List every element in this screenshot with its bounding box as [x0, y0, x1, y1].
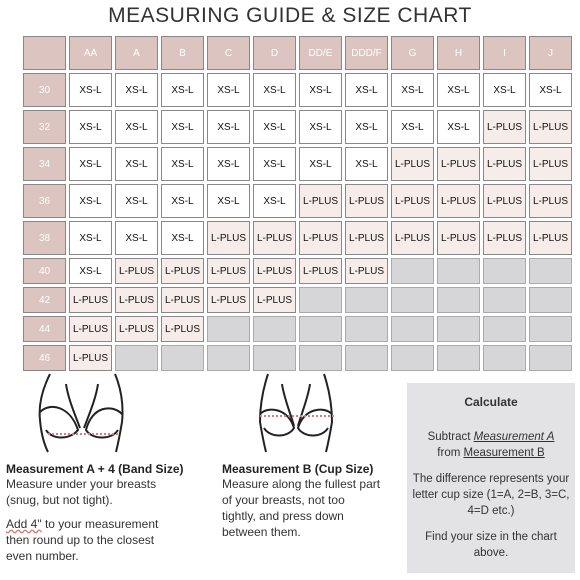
- calculate-body: [411, 429, 571, 571]
- size-cell: [161, 345, 204, 371]
- size-cell: L-PLUS: [483, 147, 526, 181]
- size-cell: L-PLUS: [115, 258, 158, 284]
- add-four-rest: to your measurement: [41, 517, 159, 531]
- size-cell: XS-L: [161, 147, 204, 181]
- size-cell: [437, 258, 480, 284]
- measurement-a-line4: then round up to the closest: [6, 533, 155, 547]
- size-cell: XS-L: [115, 110, 158, 144]
- size-cell: XS-L: [299, 110, 342, 144]
- calculate-difference: The difference represents your letter cup size (1=A, 2=B, 3=C, 4=D etc.): [412, 473, 570, 517]
- size-cell: L-PLUS: [161, 316, 204, 342]
- measurement-b-line4: between them.: [222, 525, 301, 539]
- size-cell: XS-L: [207, 184, 250, 218]
- size-cell: XS-L: [115, 147, 158, 181]
- size-cell: L-PLUS: [69, 287, 112, 313]
- band-row: [23, 316, 572, 342]
- size-cell: L-PLUS: [345, 221, 388, 255]
- calculate-box: [407, 383, 575, 573]
- size-cell: [345, 316, 388, 342]
- size-cell: XS-L: [529, 73, 572, 107]
- size-cell: XS-L: [299, 147, 342, 181]
- size-cell: [437, 316, 480, 342]
- size-cell: L-PLUS: [207, 287, 250, 313]
- band-row: [23, 110, 572, 144]
- band-size-cell: 42: [23, 287, 66, 313]
- size-cell: L-PLUS: [391, 184, 434, 218]
- size-cell: [529, 345, 572, 371]
- size-cell: [299, 316, 342, 342]
- measurement-b-block: [222, 462, 407, 540]
- size-cell: XS-L: [253, 184, 296, 218]
- measurement-a-line5: even number.: [6, 549, 79, 563]
- band-size-cell: 32: [23, 110, 66, 144]
- size-cell: L-PLUS: [69, 316, 112, 342]
- size-cell: L-PLUS: [115, 316, 158, 342]
- size-cell: [207, 345, 250, 371]
- page-title: MEASURING GUIDE & SIZE CHART: [108, 4, 472, 27]
- size-cell: L-PLUS: [391, 147, 434, 181]
- band-size-cell: 36: [23, 184, 66, 218]
- size-cell: XS-L: [69, 221, 112, 255]
- size-cell: XS-L: [161, 73, 204, 107]
- cup-header-cell: B: [161, 36, 204, 70]
- band-row: [23, 184, 572, 218]
- size-cell: XS-L: [437, 73, 480, 107]
- size-cell: [529, 258, 572, 284]
- measurement-b-line1: Measure along the fullest part: [222, 477, 381, 491]
- size-cell: L-PLUS: [529, 147, 572, 181]
- size-cell: XS-L: [253, 147, 296, 181]
- band-size-cell: 30: [23, 73, 66, 107]
- measurement-a-line1: Measure under your breasts: [6, 477, 157, 491]
- size-cell: [529, 287, 572, 313]
- measurement-b-ref: Measurement B: [463, 447, 545, 459]
- size-cell: XS-L: [69, 73, 112, 107]
- size-cell: [253, 316, 296, 342]
- cup-header-cell: DD/E: [299, 36, 342, 70]
- size-cell: L-PLUS: [253, 258, 296, 284]
- size-cell: L-PLUS: [529, 110, 572, 144]
- size-cell: L-PLUS: [483, 221, 526, 255]
- size-cell: [391, 287, 434, 313]
- measurement-a-heading: Measurement A + 4 (Band Size): [6, 462, 184, 476]
- size-cell: XS-L: [115, 221, 158, 255]
- size-cell: [299, 345, 342, 371]
- band-row: [23, 73, 572, 107]
- measurement-b-line3: tightly, and press down: [222, 509, 344, 523]
- cup-header-cell: DDD/F: [345, 36, 388, 70]
- calculate-title: Calculate: [464, 395, 518, 409]
- calculate-find: Find your size in the chart above.: [425, 531, 557, 559]
- size-cell: XS-L: [115, 184, 158, 218]
- size-cell: [345, 345, 388, 371]
- size-cell: L-PLUS: [115, 287, 158, 313]
- size-cell: XS-L: [253, 110, 296, 144]
- size-cell: XS-L: [161, 184, 204, 218]
- size-cell: XS-L: [299, 73, 342, 107]
- measurement-a-add-line: [6, 516, 206, 532]
- size-cell: L-PLUS: [437, 184, 480, 218]
- size-cell: XS-L: [161, 110, 204, 144]
- band-size-cell: 38: [23, 221, 66, 255]
- cup-header-cell: I: [483, 36, 526, 70]
- size-cell: XS-L: [69, 110, 112, 144]
- band-size-cell: 44: [23, 316, 66, 342]
- cup-header-cell: AA: [69, 36, 112, 70]
- size-cell: L-PLUS: [207, 221, 250, 255]
- cup-header-cell: D: [253, 36, 296, 70]
- size-cell: [115, 345, 158, 371]
- subtract-label: Subtract: [427, 431, 471, 443]
- cup-header-cell: G: [391, 36, 434, 70]
- size-cell: L-PLUS: [483, 184, 526, 218]
- cup-header-cell: H: [437, 36, 480, 70]
- size-cell: L-PLUS: [69, 345, 112, 371]
- size-cell: XS-L: [161, 221, 204, 255]
- band-row: [23, 221, 572, 255]
- band-size-cell: 46: [23, 345, 66, 371]
- cup-header-cell: A: [115, 36, 158, 70]
- size-cell: L-PLUS: [253, 221, 296, 255]
- size-cell: XS-L: [345, 147, 388, 181]
- size-cell: XS-L: [69, 258, 112, 284]
- size-cell: L-PLUS: [345, 258, 388, 284]
- band-row: [23, 258, 572, 284]
- calculate-subtract-line: [411, 429, 571, 461]
- size-cell: L-PLUS: [345, 184, 388, 218]
- size-cell: [483, 258, 526, 284]
- cup-header-row: [23, 36, 572, 70]
- band-row: [23, 287, 572, 313]
- measurement-a-block: [6, 462, 206, 564]
- size-cell: L-PLUS: [437, 147, 480, 181]
- size-cell: XS-L: [483, 73, 526, 107]
- size-cell: XS-L: [69, 184, 112, 218]
- size-cell: XS-L: [207, 147, 250, 181]
- size-cell: XS-L: [345, 110, 388, 144]
- size-cell: [299, 287, 342, 313]
- size-cell: L-PLUS: [161, 258, 204, 284]
- size-cell: [345, 287, 388, 313]
- size-cell: XS-L: [437, 110, 480, 144]
- cup-header-cell: J: [529, 36, 572, 70]
- measurement-b-line2: of your breasts, not too: [222, 493, 345, 507]
- measurement-b-heading: Measurement B (Cup Size): [222, 462, 374, 476]
- size-cell: L-PLUS: [483, 110, 526, 144]
- size-cell: XS-L: [391, 110, 434, 144]
- band-size-cell: 34: [23, 147, 66, 181]
- size-cell: [483, 287, 526, 313]
- band-row: [23, 345, 572, 371]
- size-cell: [529, 316, 572, 342]
- size-cell: L-PLUS: [299, 258, 342, 284]
- size-cell: [437, 345, 480, 371]
- size-cell: [391, 258, 434, 284]
- size-cell: L-PLUS: [161, 287, 204, 313]
- size-cell: L-PLUS: [207, 258, 250, 284]
- size-cell: L-PLUS: [437, 221, 480, 255]
- chart-corner-cell: [23, 36, 66, 70]
- size-cell: [207, 316, 250, 342]
- size-cell: XS-L: [391, 73, 434, 107]
- measurement-a-ref: Measurement A: [473, 431, 555, 443]
- size-cell: [437, 287, 480, 313]
- size-cell: L-PLUS: [253, 287, 296, 313]
- measurement-a-line2: (snug, but not tight).: [6, 493, 113, 507]
- size-cell: [483, 316, 526, 342]
- size-cell: [391, 316, 434, 342]
- add-four-highlight: Add 4": [6, 517, 42, 531]
- size-cell: XS-L: [69, 147, 112, 181]
- size-cell: L-PLUS: [529, 221, 572, 255]
- size-cell: XS-L: [345, 73, 388, 107]
- size-chart-table: [20, 33, 575, 374]
- size-cell: XS-L: [253, 73, 296, 107]
- size-cell: XS-L: [207, 73, 250, 107]
- size-cell: [253, 345, 296, 371]
- size-cell: L-PLUS: [529, 184, 572, 218]
- size-cell: L-PLUS: [299, 221, 342, 255]
- size-cell: [391, 345, 434, 371]
- from-label: from: [437, 447, 461, 459]
- band-measure-illustration: [30, 372, 140, 454]
- cup-measure-illustration: [252, 372, 342, 454]
- size-cell: L-PLUS: [391, 221, 434, 255]
- size-cell: XS-L: [207, 110, 250, 144]
- size-cell: XS-L: [115, 73, 158, 107]
- size-cell: L-PLUS: [299, 184, 342, 218]
- band-size-cell: 40: [23, 258, 66, 284]
- cup-header-cell: C: [207, 36, 250, 70]
- size-cell: [483, 345, 526, 371]
- band-row: [23, 147, 572, 181]
